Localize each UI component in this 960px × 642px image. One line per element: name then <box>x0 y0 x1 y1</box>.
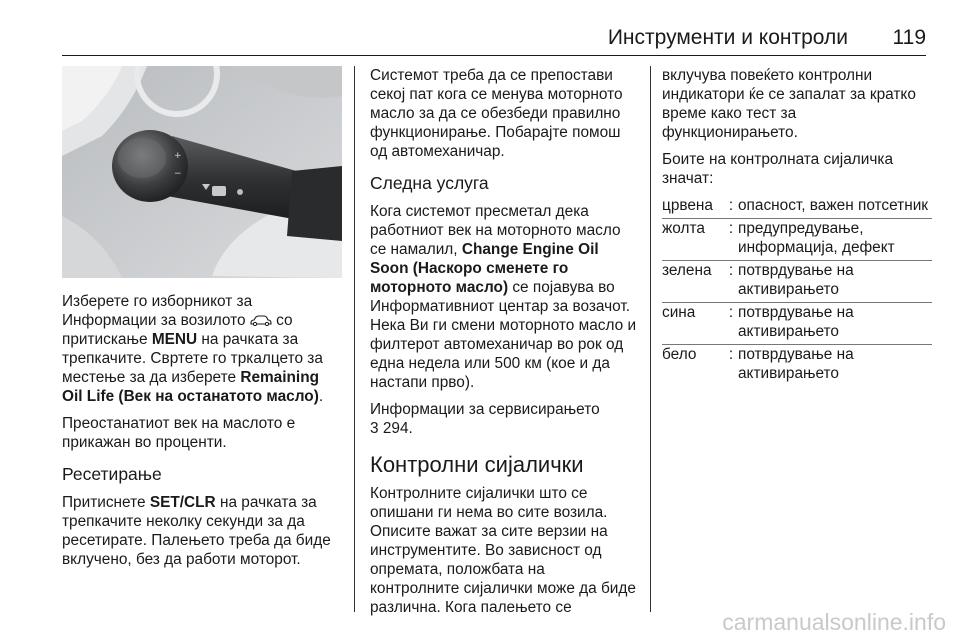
paragraph-reset-system: Системот треба да се препостави секој пат кога се менува моторното масло за да се обезбеди правилно функционирање. Побарајте помош од автомеханичар. <box>370 67 623 160</box>
paragraph-test: вклучува повеќето контролни индикатори ќе се запалат за кратко време како тест за функционирањето. <box>662 67 916 141</box>
set-clr-keyword: SET/CLR <box>149 494 216 511</box>
column-3 <box>662 66 932 386</box>
text-run: Кога системот пресметал дека работниот век на моторното масло се намалил, <box>370 203 621 258</box>
paragraph-oil-percent: Преостанатиот век на маслото е прикажан во проценти. <box>62 415 296 451</box>
table-row <box>662 261 932 303</box>
column-divider-1 <box>354 66 355 612</box>
remaining-oil-life-keyword: Remaining Oil Life (Век на останатото масло) <box>62 369 320 405</box>
header-divider <box>62 55 926 56</box>
text-run: Притиснете <box>62 494 150 511</box>
color-meaning: потврдување на активирањето <box>738 262 854 298</box>
paragraph-reset <box>62 493 342 569</box>
color-meaning: предупредување, информација, дефект <box>738 220 895 256</box>
color-name: сина <box>662 304 696 321</box>
paragraph-service-info <box>370 400 638 438</box>
heading-control-lights: Контролни сијалички <box>370 452 584 477</box>
color-name: бело <box>662 346 697 363</box>
page-reference-link[interactable]: 3 294. <box>370 420 413 437</box>
paragraph-control-lights: Контролните сијалички што се опишани ги нема во сите возила. Описите важат за сите верзии на инструментите. Во зависност од опремата, положбата на контролните сијалички може да биде различна. Кога палењето се <box>370 485 636 616</box>
separator: : <box>728 262 734 279</box>
color-meaning: потврдување на активирањето <box>738 346 854 382</box>
separator: : <box>728 304 734 321</box>
color-name: црвена <box>662 197 713 214</box>
paragraph-select-menu <box>62 292 342 406</box>
table-row <box>662 345 932 387</box>
paragraph-colors-intro: Боите на контролната сијаличка значат: <box>662 151 894 187</box>
column-2 <box>370 66 638 625</box>
column-divider-2 <box>650 66 651 612</box>
turn-signal-lever-illustration <box>62 66 342 278</box>
text-run: со притискање <box>62 312 293 348</box>
text-run: . <box>318 388 324 405</box>
svg-text:+: + <box>174 151 182 161</box>
page-header <box>0 0 960 60</box>
text-run: на рачката за трепкачите. Свртете го тркалцето за местење за да изберете <box>62 331 323 386</box>
text-run: Информации за сервисирањето <box>370 401 600 418</box>
color-name: жолта <box>662 220 705 237</box>
heading-next-service: Следна услуга <box>370 173 489 193</box>
page-number: 119 <box>892 26 926 49</box>
text-run: се појавува во Информативниот центар за возачот. Нека Ви ги смени моторното масло и филтерот автомеханичар во рок од една недела или 500 км (кое и да настапи прво). <box>370 279 637 391</box>
color-meaning: опасност, важен потсетник <box>738 197 929 214</box>
watermark: carmanualsonline.info <box>722 609 946 635</box>
color-meaning-table <box>662 196 932 386</box>
change-engine-oil-keyword: Change Engine Oil Soon (Наскоро сменете го моторното масло) <box>370 241 599 296</box>
table-row <box>662 303 932 345</box>
text-run: Изберете го изборникот за Информации за возилото <box>62 293 253 329</box>
table-row <box>662 196 932 219</box>
paragraph-change-oil <box>370 202 638 392</box>
table-row <box>662 219 932 261</box>
column-1 <box>62 60 342 577</box>
separator: : <box>728 220 734 237</box>
section-title: Инструменти и контроли <box>607 26 848 49</box>
svg-text:−: − <box>174 169 182 179</box>
separator: : <box>728 197 734 214</box>
car-info-icon <box>250 315 272 326</box>
lever-image-icon <box>62 66 342 278</box>
color-name: зелена <box>662 262 712 279</box>
text-run: на рачката за трепкачите неколку секунди за да ресетирате. Палењето треба да биде вклучено, без да работи моторот. <box>62 494 331 568</box>
separator: : <box>728 346 734 363</box>
menu-keyword: MENU <box>151 331 198 348</box>
heading-reset: Ресетирање <box>62 464 162 484</box>
color-meaning: потврдување на активирањето <box>738 304 854 340</box>
